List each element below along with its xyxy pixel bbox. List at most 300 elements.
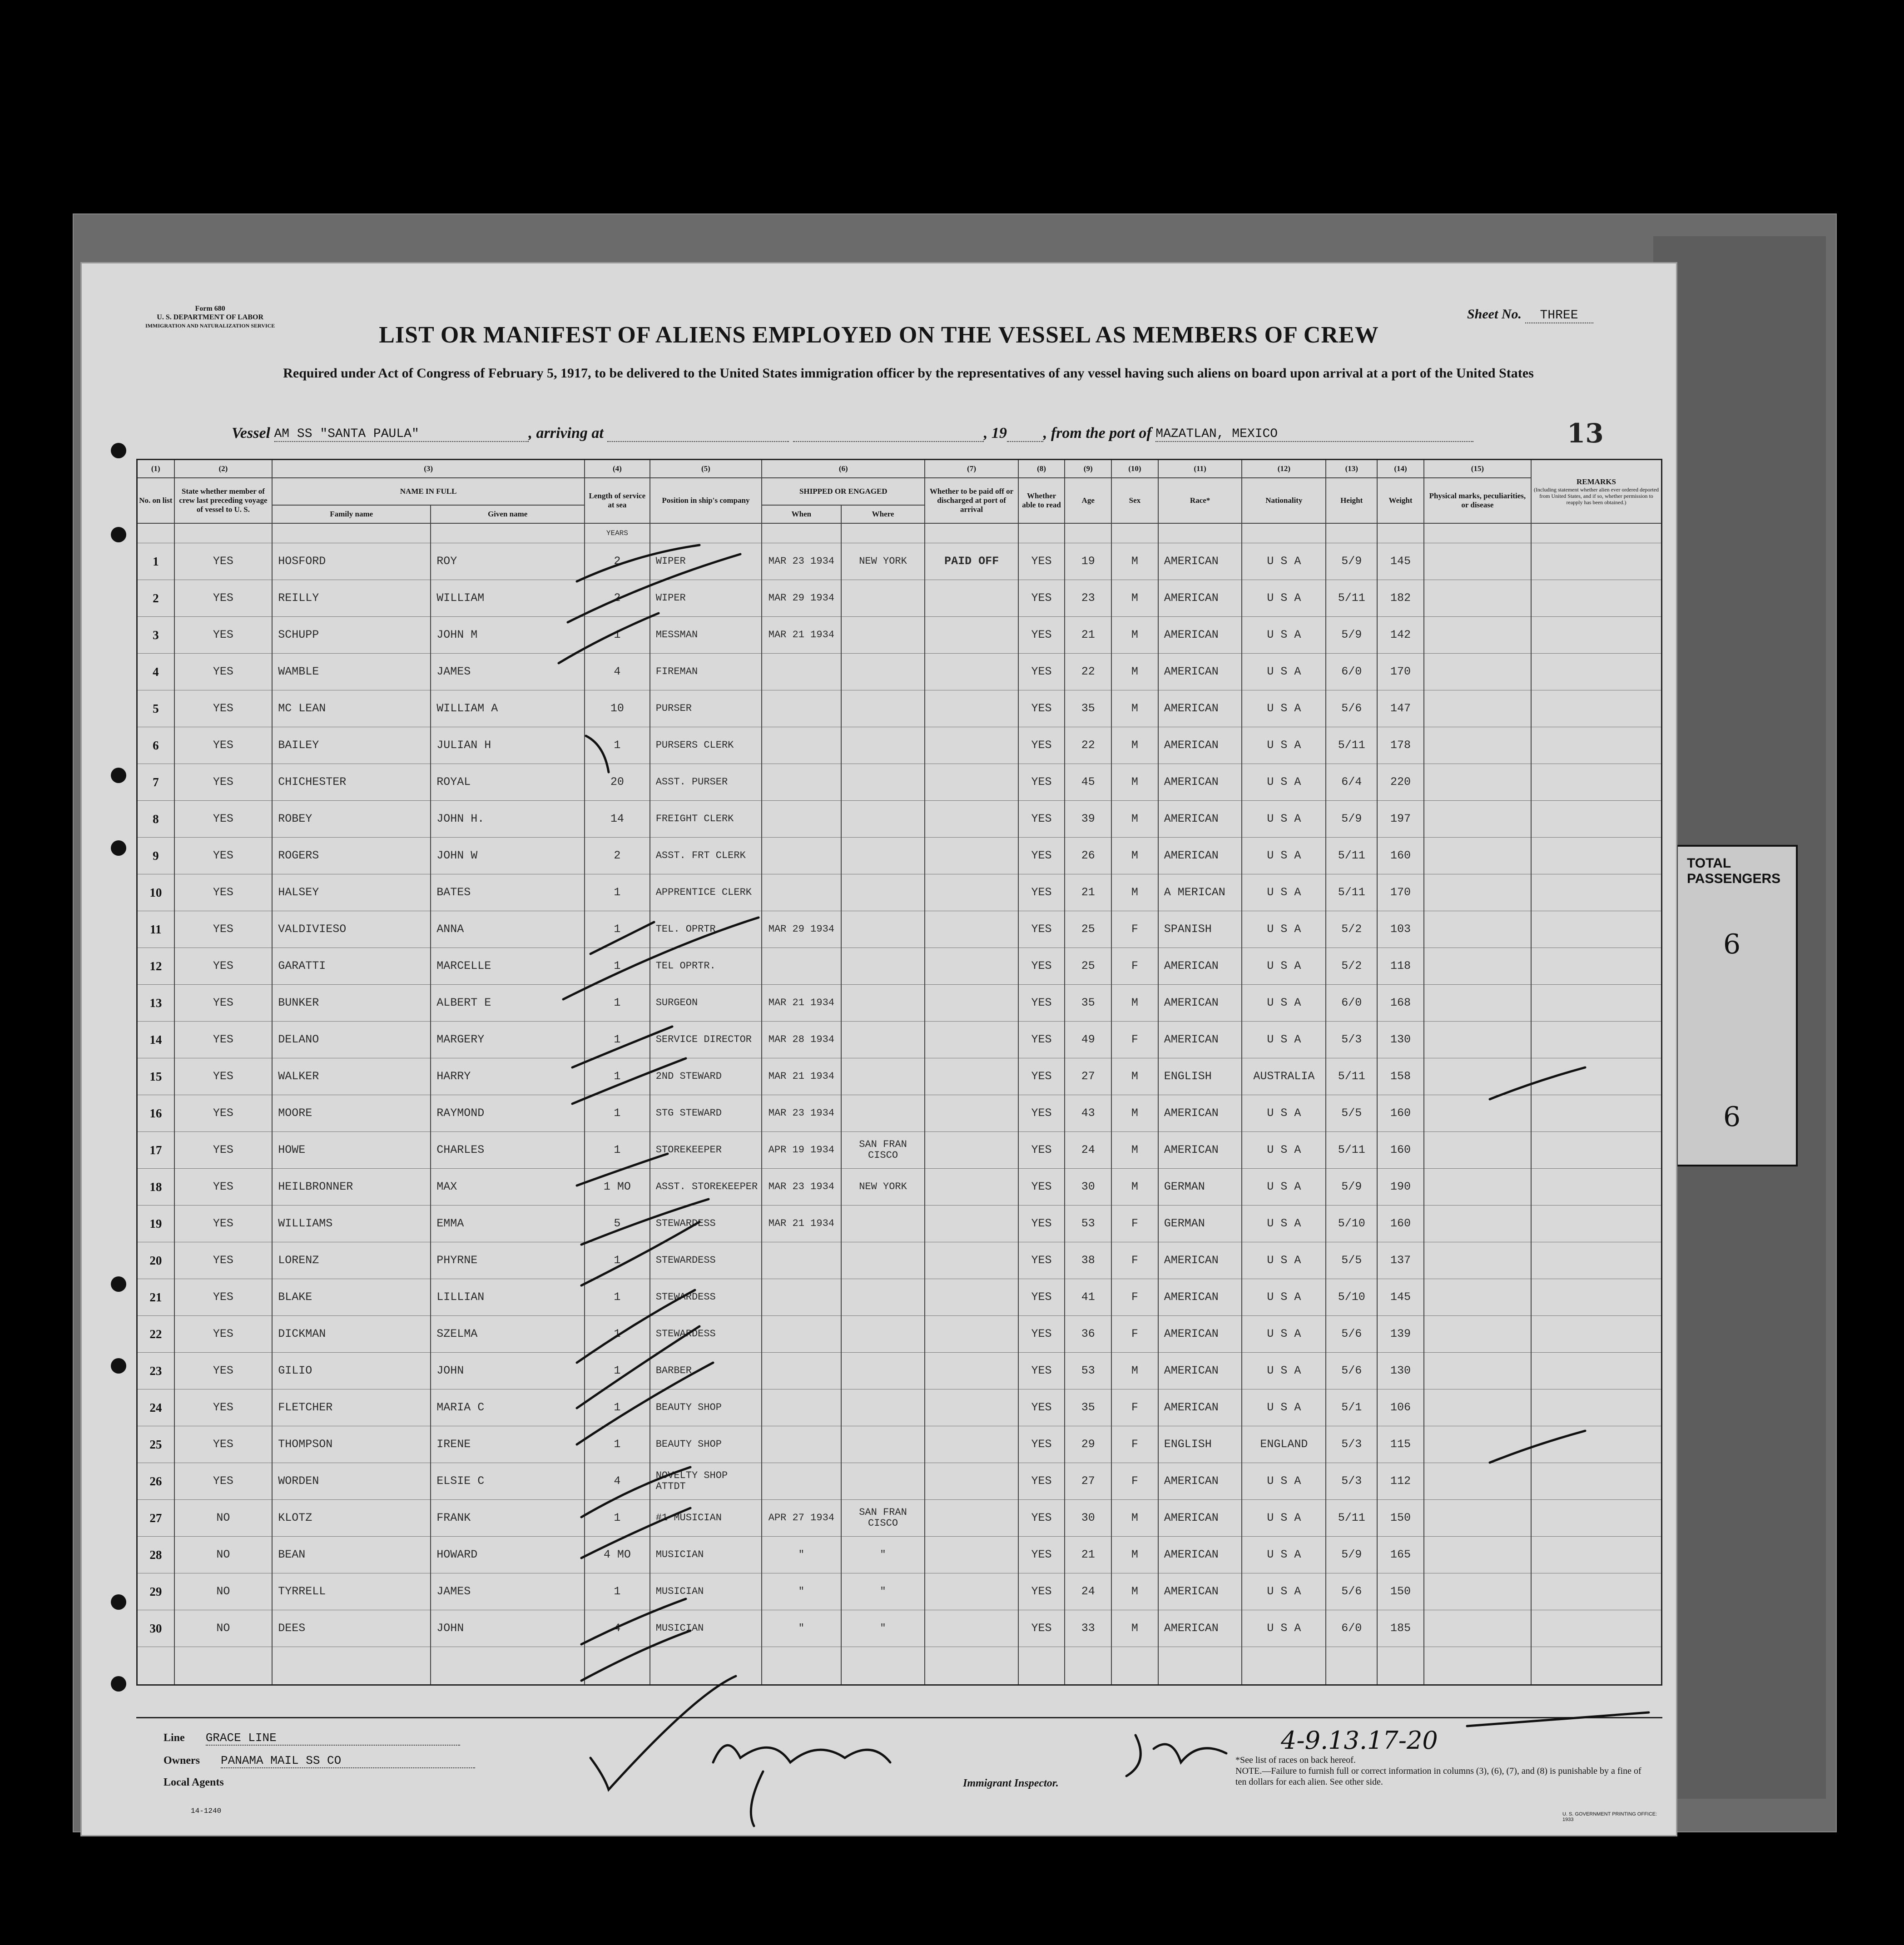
able-to-read-cell: YES (1018, 1536, 1065, 1573)
shipped-when-cell (762, 727, 841, 764)
position-cell: TEL OPRTR. (650, 948, 762, 984)
row-number: 29 (137, 1573, 174, 1610)
race-cell: AMERICAN (1158, 1315, 1242, 1352)
nationality-cell: U S A (1242, 984, 1326, 1021)
sex-cell: F (1111, 911, 1158, 948)
family-name-cell: MOORE (272, 1095, 431, 1131)
col-number: (5) (650, 460, 762, 478)
sex-cell: F (1111, 948, 1158, 984)
owners-field (164, 1754, 475, 1768)
binder-hole (111, 1676, 126, 1692)
physical-marks-cell (1424, 1021, 1531, 1058)
sheet-number-value: THREE (1525, 308, 1593, 323)
given-name-cell: MARIA C (431, 1389, 585, 1426)
binder-hole (111, 1276, 126, 1292)
position-cell: WIPER (650, 580, 762, 616)
physical-marks-cell (1424, 911, 1531, 948)
col-number: (8) (1018, 460, 1065, 478)
shipped-where-cell (841, 1095, 925, 1131)
header-sex: Sex (1111, 478, 1158, 523)
line-label: Line (164, 1732, 185, 1744)
shipped-where-cell (841, 764, 925, 800)
race-cell: SPANISH (1158, 911, 1242, 948)
age-cell: 23 (1065, 580, 1111, 616)
paid-off-cell (925, 948, 1018, 984)
shipped-when-cell (762, 1463, 841, 1499)
sex-cell: M (1111, 874, 1158, 911)
row-number: 23 (137, 1352, 174, 1389)
previous-voyage-cell: YES (174, 1095, 273, 1131)
nationality-cell: U S A (1242, 764, 1326, 800)
arriving-value (607, 427, 789, 442)
header-height: Height (1326, 478, 1377, 523)
age-cell: 27 (1065, 1058, 1111, 1095)
row-number: 30 (137, 1610, 174, 1647)
row-number: 17 (137, 1131, 174, 1168)
paid-off-cell (925, 1058, 1018, 1095)
height-cell: 5/2 (1326, 911, 1377, 948)
weight-cell: 112 (1377, 1463, 1424, 1499)
paid-off-cell: PAID OFF (925, 543, 1018, 580)
nationality-cell: U S A (1242, 1315, 1326, 1352)
able-to-read-cell: YES (1018, 1279, 1065, 1315)
family-name-cell: BAILEY (272, 727, 431, 764)
race-cell: AMERICAN (1158, 1279, 1242, 1315)
col-number: (11) (1158, 460, 1242, 478)
weight-cell: 165 (1377, 1536, 1424, 1573)
age-cell: 22 (1065, 653, 1111, 690)
given-name-cell: JAMES (431, 1573, 585, 1610)
remarks-cell (1531, 837, 1662, 874)
shipped-when-cell (762, 690, 841, 727)
family-name-cell: HALSEY (272, 874, 431, 911)
nationality-cell: U S A (1242, 948, 1326, 984)
previous-voyage-cell: NO (174, 1573, 273, 1610)
previous-voyage-cell: YES (174, 1389, 273, 1426)
remarks-cell (1531, 1021, 1662, 1058)
rear-tab (1676, 845, 1798, 1166)
height-cell: 5/11 (1326, 1499, 1377, 1536)
length-of-service-cell: 1 (585, 1389, 650, 1426)
weight-cell: 145 (1377, 1279, 1424, 1315)
vessel-value: AM SS "SANTA PAULA" (274, 427, 529, 442)
service-name: IMMIGRATION AND NATURALIZATION SERVICE (145, 323, 275, 329)
sex-cell: M (1111, 764, 1158, 800)
sex-cell: F (1111, 1389, 1158, 1426)
table-row (137, 837, 1662, 874)
shipped-where-cell: " (841, 1573, 925, 1610)
length-of-service-cell: 4 MO (585, 1536, 650, 1573)
height-cell: 5/10 (1326, 1279, 1377, 1315)
age-cell: 43 (1065, 1095, 1111, 1131)
nationality-cell: U S A (1242, 690, 1326, 727)
nationality-cell: U S A (1242, 800, 1326, 837)
race-cell: AMERICAN (1158, 1499, 1242, 1536)
row-number: 15 (137, 1058, 174, 1095)
able-to-read-cell: YES (1018, 1131, 1065, 1168)
row-number: 6 (137, 727, 174, 764)
race-cell: AMERICAN (1158, 1242, 1242, 1279)
row-number: 18 (137, 1168, 174, 1205)
weight-cell: 160 (1377, 1205, 1424, 1242)
race-cell: AMERICAN (1158, 948, 1242, 984)
sheet-number-label: Sheet No. (1467, 307, 1522, 322)
race-cell: AMERICAN (1158, 837, 1242, 874)
age-cell: 29 (1065, 1426, 1111, 1463)
physical-marks-cell (1424, 1058, 1531, 1095)
weight-cell: 130 (1377, 1021, 1424, 1058)
shipped-when-cell: " (762, 1573, 841, 1610)
able-to-read-cell: YES (1018, 1463, 1065, 1499)
nationality-cell: U S A (1242, 1610, 1326, 1647)
nationality-cell: U S A (1242, 1463, 1326, 1499)
header-given-name: Given name (431, 505, 585, 523)
table-row (137, 616, 1662, 653)
previous-voyage-cell: YES (174, 1058, 273, 1095)
weight-cell: 170 (1377, 653, 1424, 690)
age-cell: 36 (1065, 1315, 1111, 1352)
height-cell: 5/6 (1326, 1573, 1377, 1610)
weight-cell: 150 (1377, 1573, 1424, 1610)
given-name-cell: WILLIAM (431, 580, 585, 616)
given-name-cell: IRENE (431, 1426, 585, 1463)
shipped-when-cell: MAR 21 1934 (762, 984, 841, 1021)
position-cell: MESSMAN (650, 616, 762, 653)
table-blank-row (137, 1647, 1662, 1685)
remarks-cell (1531, 764, 1662, 800)
remarks-cell (1531, 1352, 1662, 1389)
paid-off-cell (925, 580, 1018, 616)
physical-marks-cell (1424, 1536, 1531, 1573)
paid-off-cell (925, 1279, 1018, 1315)
family-name-cell: WILLIAMS (272, 1205, 431, 1242)
year-label: , 19 (983, 425, 1007, 442)
shipped-where-cell (841, 948, 925, 984)
position-cell: MUSICIAN (650, 1573, 762, 1610)
given-name-cell: JOHN W (431, 837, 585, 874)
sex-cell: M (1111, 1536, 1158, 1573)
height-cell: 5/6 (1326, 1352, 1377, 1389)
header-age: Age (1065, 478, 1111, 523)
family-name-cell: HEILBRONNER (272, 1168, 431, 1205)
arriving-label: , arriving at (528, 425, 604, 442)
race-cell: ENGLISH (1158, 1426, 1242, 1463)
shipped-where-cell (841, 984, 925, 1021)
age-cell: 21 (1065, 616, 1111, 653)
position-cell: PURSER (650, 690, 762, 727)
nationality-cell: U S A (1242, 1021, 1326, 1058)
header-physical-marks: Physical marks, peculiarities, or disease (1424, 478, 1531, 523)
age-cell: 19 (1065, 543, 1111, 580)
paid-off-cell (925, 1610, 1018, 1647)
row-number: 4 (137, 653, 174, 690)
able-to-read-cell: YES (1018, 653, 1065, 690)
table-row (137, 1058, 1662, 1095)
given-name-cell: CHARLES (431, 1131, 585, 1168)
weight-cell: 160 (1377, 1095, 1424, 1131)
height-cell: 5/11 (1326, 837, 1377, 874)
family-name-cell: FLETCHER (272, 1389, 431, 1426)
length-of-service-cell: 2 (585, 543, 650, 580)
shipped-when-cell: MAR 29 1934 (762, 580, 841, 616)
paid-off-cell (925, 874, 1018, 911)
table-row (137, 1573, 1662, 1610)
height-cell: 6/0 (1326, 984, 1377, 1021)
length-of-service-cell: 4 (585, 1463, 650, 1499)
sex-cell: M (1111, 800, 1158, 837)
given-name-cell: ELSIE C (431, 1463, 585, 1499)
able-to-read-cell: YES (1018, 1168, 1065, 1205)
shipped-when-cell: MAR 21 1934 (762, 616, 841, 653)
shipped-when-cell: MAR 29 1934 (762, 911, 841, 948)
physical-marks-cell (1424, 727, 1531, 764)
shipped-when-cell: APR 19 1934 (762, 1131, 841, 1168)
position-cell: STOREKEEPER (650, 1131, 762, 1168)
shipped-where-cell (841, 1426, 925, 1463)
table-row (137, 580, 1662, 616)
row-number: 24 (137, 1389, 174, 1426)
remarks-cell (1531, 874, 1662, 911)
sex-cell: M (1111, 653, 1158, 690)
physical-marks-cell (1424, 1610, 1531, 1647)
weight-cell: 106 (1377, 1389, 1424, 1426)
weight-cell: 182 (1377, 580, 1424, 616)
row-number: 20 (137, 1242, 174, 1279)
physical-marks-cell (1424, 1242, 1531, 1279)
paid-off-cell (925, 911, 1018, 948)
given-name-cell: MARCELLE (431, 948, 585, 984)
family-name-cell: THOMPSON (272, 1426, 431, 1463)
row-number: 19 (137, 1205, 174, 1242)
previous-voyage-cell: NO (174, 1499, 273, 1536)
nationality-cell: U S A (1242, 1352, 1326, 1389)
weight-cell: 160 (1377, 1131, 1424, 1168)
weight-cell: 158 (1377, 1058, 1424, 1095)
header-position: Position in ship's company (650, 478, 762, 523)
shipped-where-cell: " (841, 1610, 925, 1647)
table-row (137, 690, 1662, 727)
race-cell: AMERICAN (1158, 543, 1242, 580)
remarks-cell (1531, 1463, 1662, 1499)
age-cell: 30 (1065, 1499, 1111, 1536)
row-number: 16 (137, 1095, 174, 1131)
line-field (164, 1731, 460, 1746)
row-number: 22 (137, 1315, 174, 1352)
shipped-when-cell (762, 653, 841, 690)
family-name-cell: DELANO (272, 1021, 431, 1058)
position-cell: SURGEON (650, 984, 762, 1021)
length-of-service-cell: 1 (585, 1058, 650, 1095)
remarks-cell (1531, 948, 1662, 984)
previous-voyage-cell: YES (174, 616, 273, 653)
col-number: (1) (137, 460, 174, 478)
table-row (137, 1279, 1662, 1315)
paid-off-cell (925, 984, 1018, 1021)
header-race: Race* (1158, 478, 1242, 523)
length-of-service-cell: 1 (585, 1279, 650, 1315)
page-title: LIST OR MANIFEST OF ALIENS EMPLOYED ON THE VESSEL AS MEMBERS OF CREW (379, 322, 1379, 348)
page-number: 13 (1567, 418, 1604, 449)
previous-voyage-cell: YES (174, 653, 273, 690)
able-to-read-cell: YES (1018, 1426, 1065, 1463)
remarks-cell (1531, 1610, 1662, 1647)
remarks-title: REMARKS (1577, 477, 1616, 486)
weight-cell: 137 (1377, 1242, 1424, 1279)
height-cell: 5/10 (1326, 1205, 1377, 1242)
sex-cell: M (1111, 837, 1158, 874)
family-name-cell: WORDEN (272, 1463, 431, 1499)
shipped-where-cell (841, 1315, 925, 1352)
physical-marks-cell (1424, 948, 1531, 984)
owners-label: Owners (164, 1755, 200, 1766)
table-row (137, 1168, 1662, 1205)
previous-voyage-cell: YES (174, 800, 273, 837)
position-cell: PURSERS CLERK (650, 727, 762, 764)
paid-off-cell (925, 1315, 1018, 1352)
shipped-when-cell (762, 1426, 841, 1463)
able-to-read-cell: YES (1018, 800, 1065, 837)
col-number: (3) (272, 460, 585, 478)
previous-voyage-cell: YES (174, 1168, 273, 1205)
age-cell: 49 (1065, 1021, 1111, 1058)
position-cell: ASST. STOREKEEPER (650, 1168, 762, 1205)
row-number: 10 (137, 874, 174, 911)
shipped-where-cell (841, 911, 925, 948)
length-of-service-cell: 1 (585, 616, 650, 653)
height-cell: 5/3 (1326, 1021, 1377, 1058)
weight-cell: 103 (1377, 911, 1424, 948)
race-cell: AMERICAN (1158, 653, 1242, 690)
shipped-where-cell: " (841, 1536, 925, 1573)
previous-voyage-cell: YES (174, 1205, 273, 1242)
physical-marks-cell (1424, 1352, 1531, 1389)
paid-off-cell (925, 1389, 1018, 1426)
physical-marks-cell (1424, 1499, 1531, 1536)
paid-off-cell (925, 616, 1018, 653)
able-to-read-cell: YES (1018, 1499, 1065, 1536)
col-number: (10) (1111, 460, 1158, 478)
row-number: 26 (137, 1463, 174, 1499)
header-no-on-list: No. on list (137, 478, 174, 523)
given-name-cell: FRANK (431, 1499, 585, 1536)
length-of-service-cell: 2 (585, 580, 650, 616)
physical-marks-cell (1424, 1463, 1531, 1499)
nationality-cell: U S A (1242, 1573, 1326, 1610)
family-name-cell: DICKMAN (272, 1315, 431, 1352)
shipped-where-cell (841, 1058, 925, 1095)
physical-marks-cell (1424, 1279, 1531, 1315)
able-to-read-cell: YES (1018, 690, 1065, 727)
physical-marks-cell (1424, 1389, 1531, 1426)
age-cell: 35 (1065, 690, 1111, 727)
age-cell: 39 (1065, 800, 1111, 837)
weight-cell: 190 (1377, 1168, 1424, 1205)
row-number: 11 (137, 911, 174, 948)
height-cell: 5/9 (1326, 543, 1377, 580)
department-name: U. S. DEPARTMENT OF LABOR (157, 313, 263, 321)
given-name-cell: JOHN (431, 1610, 585, 1647)
sex-cell: M (1111, 690, 1158, 727)
nationality-cell: U S A (1242, 1536, 1326, 1573)
position-cell: APPRENTICE CLERK (650, 874, 762, 911)
height-cell: 6/0 (1326, 653, 1377, 690)
sex-cell: M (1111, 1131, 1158, 1168)
remarks-cell (1531, 690, 1662, 727)
sex-cell: M (1111, 580, 1158, 616)
race-cell: AMERICAN (1158, 1021, 1242, 1058)
length-of-service-cell: 1 (585, 984, 650, 1021)
nationality-cell: U S A (1242, 1131, 1326, 1168)
family-name-cell: HOWE (272, 1131, 431, 1168)
sex-cell: F (1111, 1315, 1158, 1352)
previous-voyage-cell: YES (174, 727, 273, 764)
position-cell: MUSICIAN (650, 1610, 762, 1647)
weight-cell: 160 (1377, 837, 1424, 874)
footer-form-number: 14-1240 (191, 1807, 222, 1815)
shipped-when-cell: MAR 21 1934 (762, 1205, 841, 1242)
table-row (137, 543, 1662, 580)
remarks-cell (1531, 1426, 1662, 1463)
height-cell: 5/9 (1326, 1536, 1377, 1573)
header-able-to-read: Whether able to read (1018, 478, 1065, 523)
shipped-where-cell (841, 874, 925, 911)
age-cell: 41 (1065, 1279, 1111, 1315)
family-name-cell: WAMBLE (272, 653, 431, 690)
remarks-cell (1531, 984, 1662, 1021)
able-to-read-cell: YES (1018, 1021, 1065, 1058)
shipped-where-cell (841, 1021, 925, 1058)
paid-off-cell (925, 800, 1018, 837)
shipped-when-cell (762, 800, 841, 837)
col-number: (14) (1377, 460, 1424, 478)
shipped-where-cell (841, 1205, 925, 1242)
paid-off-cell (925, 1021, 1018, 1058)
family-name-cell: CHICHESTER (272, 764, 431, 800)
manifest-paper (82, 263, 1676, 1835)
length-of-service-cell: 1 (585, 727, 650, 764)
remarks-cell (1531, 1389, 1662, 1426)
race-cell: AMERICAN (1158, 580, 1242, 616)
physical-marks-cell (1424, 690, 1531, 727)
header-paid-off: Whether to be paid off or discharged at port of arrival (925, 478, 1018, 523)
position-cell: BARBER (650, 1352, 762, 1389)
length-of-service-cell: 20 (585, 764, 650, 800)
family-name-cell: ROGERS (272, 837, 431, 874)
length-of-service-cell: 1 (585, 1426, 650, 1463)
position-cell: MUSICIAN (650, 1536, 762, 1573)
race-cell: AMERICAN (1158, 800, 1242, 837)
remarks-cell (1531, 543, 1662, 580)
shipped-when-cell: MAR 23 1934 (762, 1095, 841, 1131)
signature-code: 4-9.13.17-20 (1281, 1726, 1438, 1755)
previous-voyage-cell: YES (174, 1131, 273, 1168)
length-of-service-cell: 1 (585, 1131, 650, 1168)
row-number: 8 (137, 800, 174, 837)
sex-cell: F (1111, 1242, 1158, 1279)
able-to-read-cell: YES (1018, 616, 1065, 653)
race-cell: AMERICAN (1158, 1352, 1242, 1389)
physical-marks-cell (1424, 1168, 1531, 1205)
col-number: (15) (1424, 460, 1531, 478)
age-cell: 25 (1065, 911, 1111, 948)
given-name-cell: LILLIAN (431, 1279, 585, 1315)
sex-cell: F (1111, 1426, 1158, 1463)
race-cell: AMERICAN (1158, 1389, 1242, 1426)
paid-off-cell (925, 1205, 1018, 1242)
physical-marks-cell (1424, 616, 1531, 653)
shipped-when-cell (762, 764, 841, 800)
length-of-service-cell: 1 (585, 1242, 650, 1279)
